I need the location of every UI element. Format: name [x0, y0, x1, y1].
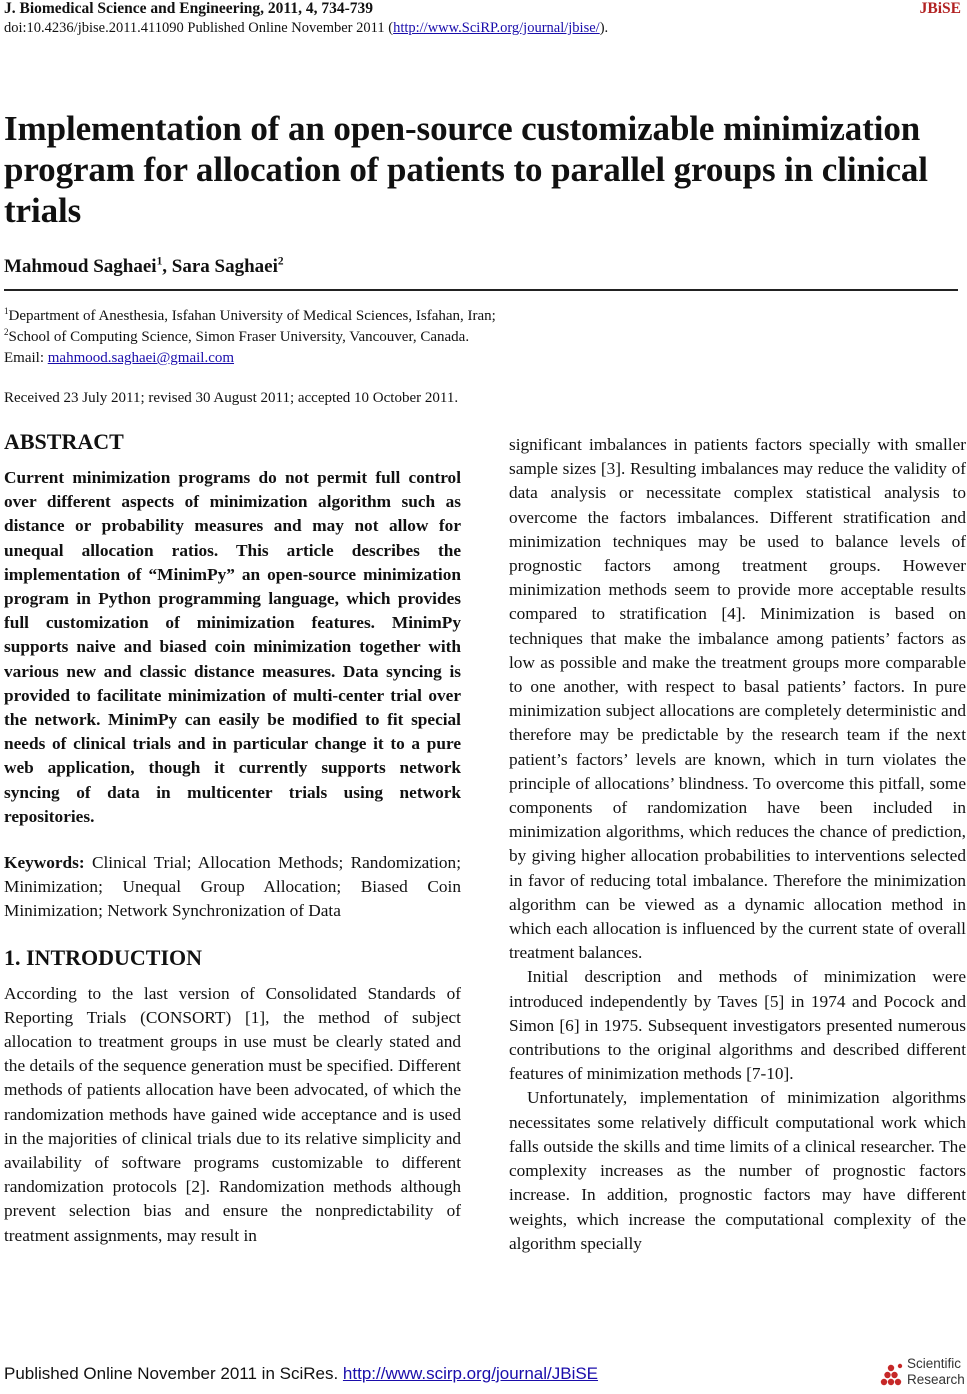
affiliation-text: School of Computing Science, Simon Fraser University, Vancouver, Canada.: [8, 329, 470, 345]
journal-abbrev: JBiSE: [919, 0, 961, 17]
logo-mark-icon: [878, 1358, 906, 1388]
affiliations: [4, 306, 496, 369]
affiliation-mark: 1: [4, 306, 9, 316]
abstract-heading: ABSTRACT: [4, 429, 124, 454]
logo-line-1: Scientific: [907, 1356, 962, 1371]
logo-line-2: Research: [907, 1372, 965, 1387]
affiliation-1: [4, 306, 496, 327]
email-line: [4, 348, 496, 369]
affiliation-text: Department of Anesthesia, Isfahan University of Medical Sciences, Isfahan, Iran;: [8, 308, 496, 324]
introduction-paragraph-2: significant imbalances in patients factors specially with smaller sample sizes [3]. Resulting imbalances may reduce the validity of data analysis or necessitate complex statistical analysis to overcome the factors imbalances. Different stratification and minimization techniques may be used to balance levels of prognostic factors among treatment groups. However minimization methods seem to provide more acceptable results compared to stratification [4]. Minimization is based on techniques that make the imbalance among patients’ factors as low as possible and make the treatment groups more comparable to one another, with respect to basal patients’ factors. In pure minimization subject allocations are completely deterministic and therefore may be predictable by the research team if the next patient’s factors’ levels are known, which in turn violates the principle of allocations’ blindness. To overcome this pitfall, some components of randomization have been included in minimization algorithms, which reduces the chance of prediction, by giving higher allocation probabilities to interventions selected in favor of reducing total imbalance. Therefore the minimization algorithm can be viewed as a dynamic allocation method in which each allocation is influenced by the current state of overall treatment balances.: [509, 435, 966, 963]
doi-prefix: doi:10.4236/jbise.2011.411090 Published Online November 2011 (: [4, 20, 394, 36]
author-separator: ,: [162, 256, 172, 277]
affiliation-2: [4, 327, 496, 348]
title-divider: [4, 289, 958, 291]
paper-title: Implementation of an open-source customizable minimization program for allocation of patients to parallel groups in clinical trials: [4, 109, 928, 230]
affiliation-mark: 2: [4, 327, 9, 337]
email-label: Email:: [4, 350, 48, 366]
introduction-heading: 1. INTRODUCTION: [4, 944, 203, 970]
introduction-paragraph-4: Unfortunately, implementation of minimization algorithms necessitates some relatively difficult computational work which falls outside the skills and time limits of a clinical researcher. The complexity increases as the number of prognostic factors increase. In addition, prognostic factors may have different weights, which increase the computational complexity of the algorithm specially: [509, 1088, 966, 1253]
keywords-label: Keywords:: [4, 853, 85, 873]
email-link[interactable]: mahmood.saghaei@gmail.com: [47, 350, 235, 366]
author-affil-mark: 1: [156, 255, 163, 268]
introduction-paragraph-3: Initial description and methods of minimization were introduced independently by Taves [5] in 1974 and Pocock and Simon [6] in 1975. Subsequent investigators presented numerous contributions to the original algorithms and described different features of minimization methods [7-10].: [509, 967, 966, 1084]
doi-suffix: ).: [599, 20, 609, 36]
journal-url-link[interactable]: http://www.SciRP.org/journal/jbise/: [393, 20, 600, 36]
footer-journal-link[interactable]: http://www.scirp.org/journal/JBiSE: [342, 1364, 599, 1383]
footer-label: Published Online November 2011 in SciRes.: [4, 1364, 343, 1383]
author-name: Mahmoud Saghaei: [4, 256, 157, 277]
scientific-research-logo: [878, 1354, 966, 1392]
journal-citation: J. Biomedical Science and Engineering, 2011, 4, 734-739: [4, 0, 373, 17]
received-dates: Received 23 July 2011; revised 30 August 2011; accepted 10 October 2011.: [4, 390, 459, 406]
keywords: [4, 851, 461, 924]
left-column: [4, 428, 461, 1248]
footer-publication: [4, 1364, 598, 1384]
authors: [4, 256, 284, 278]
keywords-text: Clinical Trial; Allocation Methods; Randomization; Minimization; Unequal Group Allocation; Biased Coin Minimization; Network Synchronization of Data: [4, 853, 461, 921]
author-name: Sara Saghaei: [171, 256, 278, 277]
introduction-paragraph-1: According to the last version of Consolidated Standards of Reporting Trials (CONSORT) [1], the method of subject allocation to treatment groups in use must be clearly stated and the details of the sequence generation must be specified. Different methods of patients allocation have been advocated, of which the randomization methods have gained wide acceptance and is used in the majorities of clinical trials due to its relative simplicity and availability of software programs customizable to different randomization protocols [2]. Randomization methods although prevent selection bias and ensure the nonpredictability of treatment assignments, may result in: [4, 983, 461, 1245]
author-affil-mark: 2: [277, 255, 284, 268]
doi-line: [4, 20, 608, 37]
logo-text: [907, 1356, 967, 1388]
right-column: [509, 433, 966, 1256]
abstract-text: Current minimization programs do not permit full control over different aspects of minimization algorithm such as distance or probability measures and may not allow for unequal allocation ratios. This article describes the implementation of “MinimPy” an open-source minimization program in Python programming language, which provides full customization of minimization features. MinimPy supports naive and biased coin minimization together with various new and classic distance measures. Data syncing is provided to facilitate minimization of multi-center trial over the network. MinimPy can easily be modified to fit special needs of clinical trials and in particular change it to a pure web application, though it currently supports network syncing of data in multicenter trials using network repositories.: [4, 468, 461, 826]
